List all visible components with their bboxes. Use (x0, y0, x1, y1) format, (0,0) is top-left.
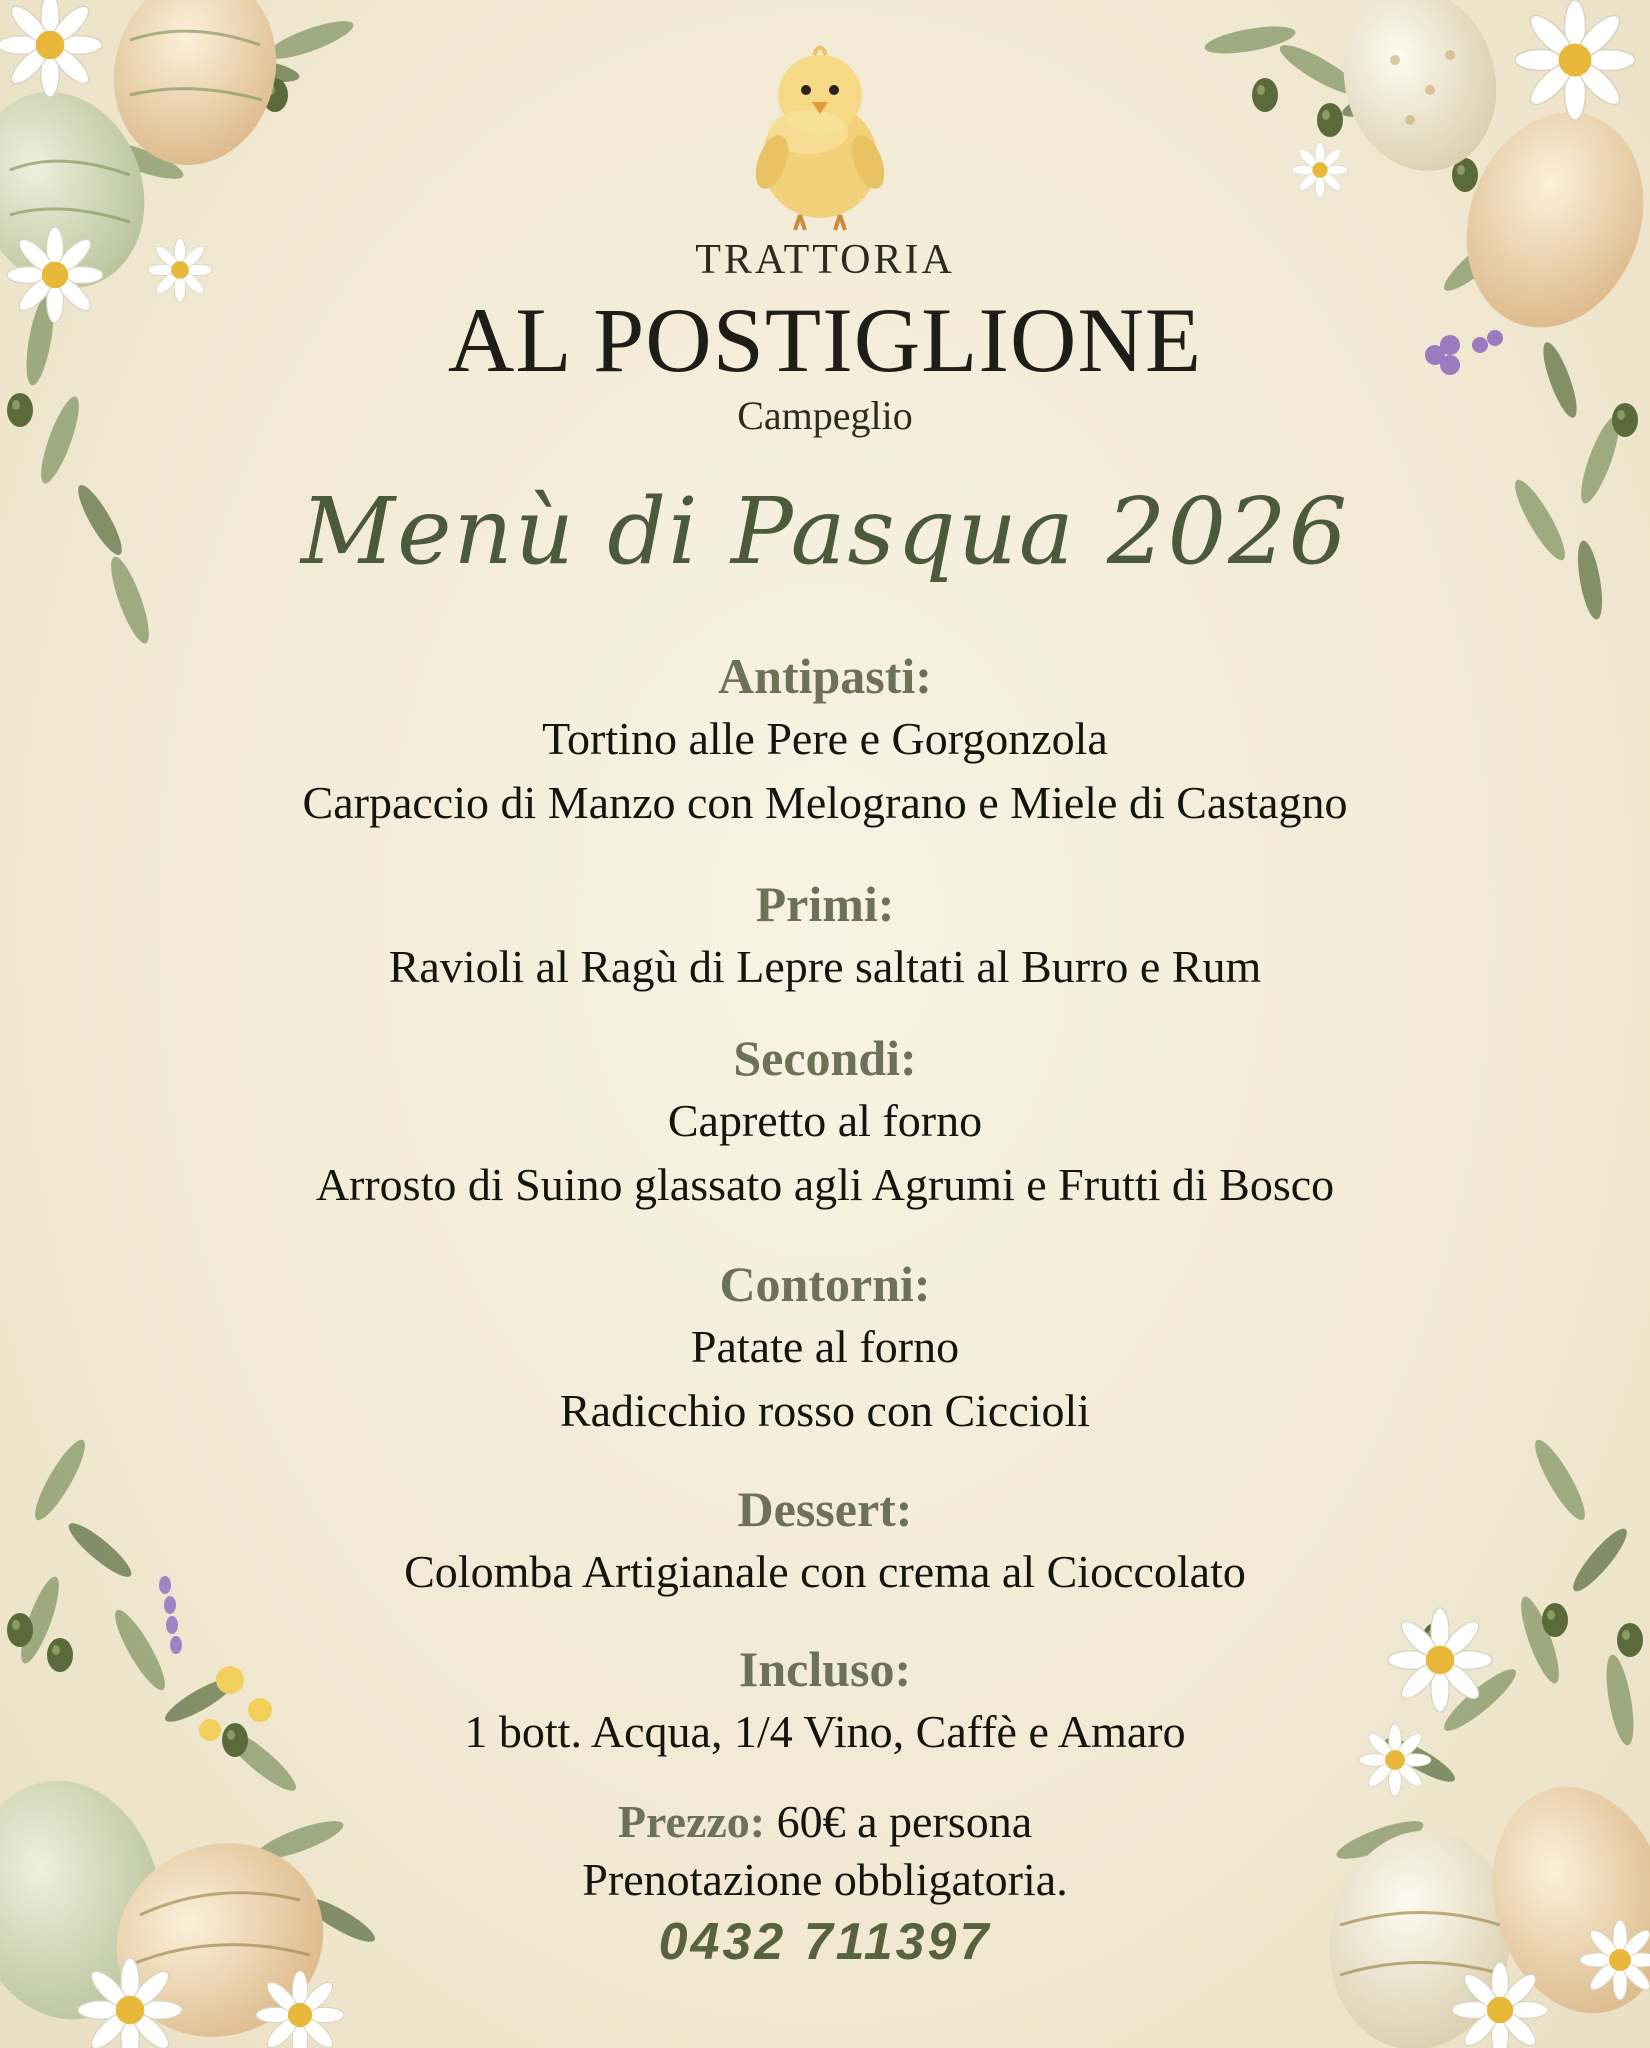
section-contorni (0, 1253, 1650, 1443)
price-label: Prezzo: (617, 1796, 766, 1847)
dish-item: Capretto al forno (667, 1095, 983, 1146)
dish-item: Radicchio rosso con Ciccioli (559, 1385, 1091, 1436)
menu-title: Menù di Pasqua 2026 (300, 478, 1350, 585)
price-value: 60€ a persona (776, 1796, 1033, 1847)
dish-item: Carpaccio di Manzo con Melograno e Miele di Castagno (302, 777, 1348, 828)
dish-item: Colomba Artigianale con crema al Cioccolato (404, 1546, 1246, 1597)
section-incluso (0, 1638, 1650, 1764)
phone-number: 0432 711397 (658, 1913, 992, 1971)
venue-type: TRATTORIA (695, 237, 955, 283)
section-title: Incluso: (738, 1641, 912, 1697)
section-dessert (0, 1478, 1650, 1604)
section-title: Primi: (755, 876, 895, 932)
restaurant-name: AL POSTIGLIONE (447, 289, 1203, 391)
chick-illustration (749, 48, 890, 231)
section-title: Dessert: (737, 1481, 913, 1537)
dish-item: Patate al forno (690, 1321, 960, 1372)
reservation-note: Prenotazione obbligatoria. (582, 1854, 1068, 1905)
section-antipasti (0, 645, 1650, 835)
section-title: Contorni: (719, 1256, 931, 1312)
price-block (0, 1795, 1650, 1972)
dish-item: Arrosto di Suino glassato agli Agrumi e Frutti di Bosco (315, 1159, 1335, 1210)
price-line (0, 1795, 1650, 1848)
egg-icon (1324, 0, 1517, 188)
dish-item: Tortino alle Pere e Gorgonzola (542, 713, 1108, 764)
section-title: Antipasti: (718, 648, 932, 704)
dish-item: Ravioli al Ragù di Lepre saltati al Burro e Rum (388, 941, 1262, 992)
section-secondi (0, 1027, 1650, 1217)
section-title: Secondi: (733, 1030, 917, 1086)
town-name: Campeglio (737, 393, 913, 438)
section-primi (0, 873, 1650, 999)
dish-item: 1 bott. Acqua, 1/4 Vino, Caffè e Amaro (464, 1706, 1186, 1757)
